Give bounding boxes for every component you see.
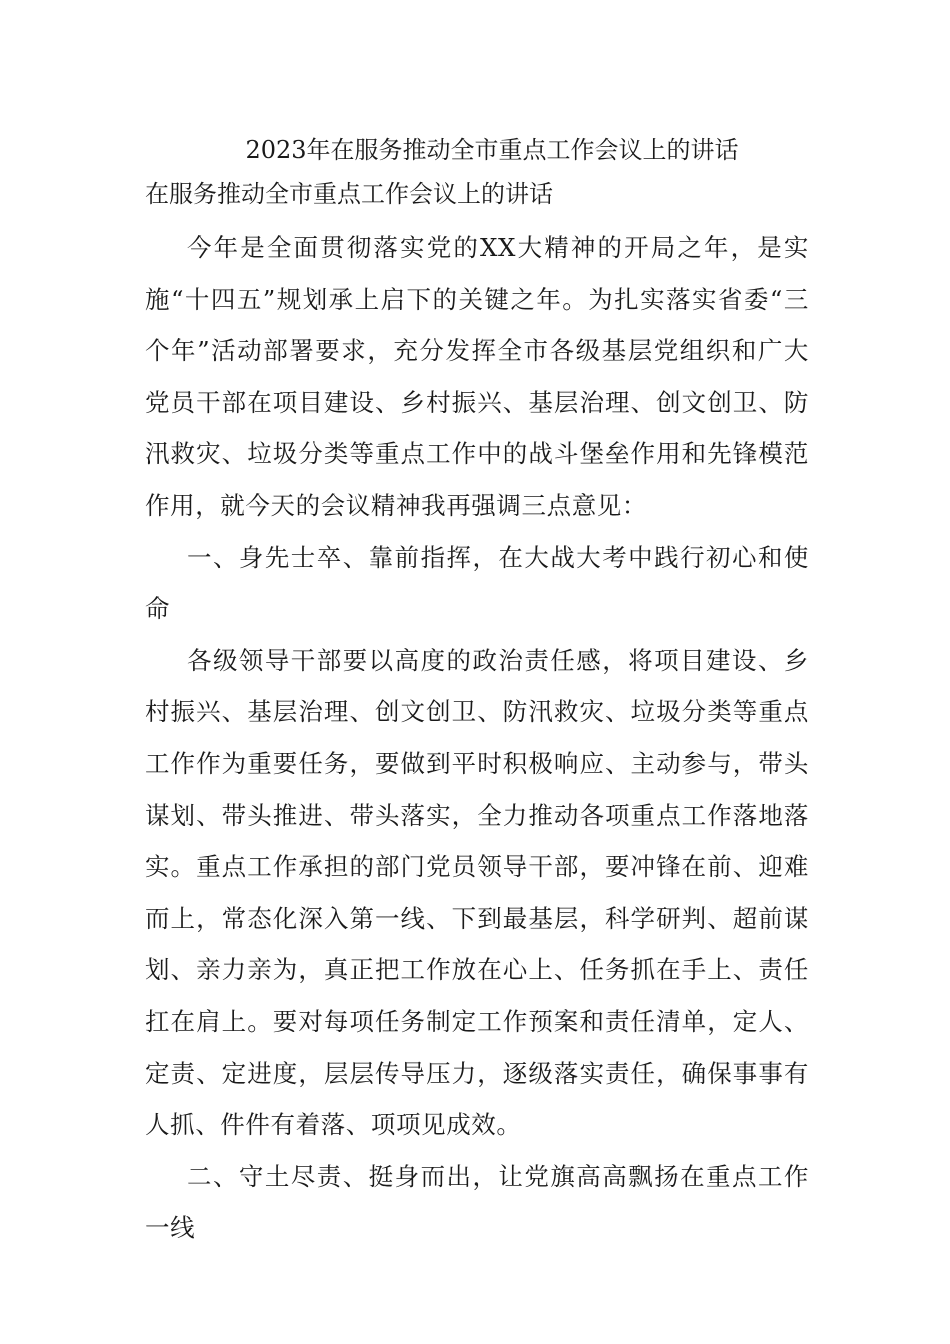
- document-title: 2023年在服务推动全市重点工作会议上的讲话: [245, 136, 739, 164]
- section-2-heading: 二、守土尽责、挺身而出，让党旗高高飘扬在重点工作一线: [145, 1161, 809, 1243]
- section-1-paragraph: 各级领导干部要以高度的政治责任感，将项目建设、乡村振兴、基层治理、创文创卫、防汛救灾、垃圾分类等重点工作作为重要任务，要做到平时积极响应、主动参与，带头谋划、带头推进、带头落实，全力推动各项重点工作落地落实。重点工作承担的部门党员领导干部，要冲锋在前、迎难而上，常态化深入第一线、下到最基层，科学研判、超前谋划、亲力亲为，真正把工作放在心上、任务抓在手上、责任扛在肩上。要对每项任务制定工作预案和责任清单，定人、定责、定进度，层层传导压力，逐级落实责任，确保事事有人抓、件件有着落、项项见成效。: [145, 645, 809, 1140]
- intro-paragraph: 今年是全面贯彻落实党的XX大精神的开局之年，是实施“十四五”规划承上启下的关键之年。为扎实落实省委“三个年”活动部署要求，充分发挥全市各级基层党组织和广大党员干部在项目建设、乡村振兴、基层治理、创文创卫、防汛救灾、垃圾分类等重点工作中的战斗堡垒作用和先锋模范作用，就今天的会议精神我再强调三点意见：: [145, 233, 809, 520]
- document-subtitle: 在服务推动全市重点工作会议上的讲话: [145, 180, 553, 208]
- document-body: [145, 128, 809, 1254]
- section-1-heading: 一、身先士卒、靠前指挥，在大战大考中践行初心和使命: [145, 542, 809, 624]
